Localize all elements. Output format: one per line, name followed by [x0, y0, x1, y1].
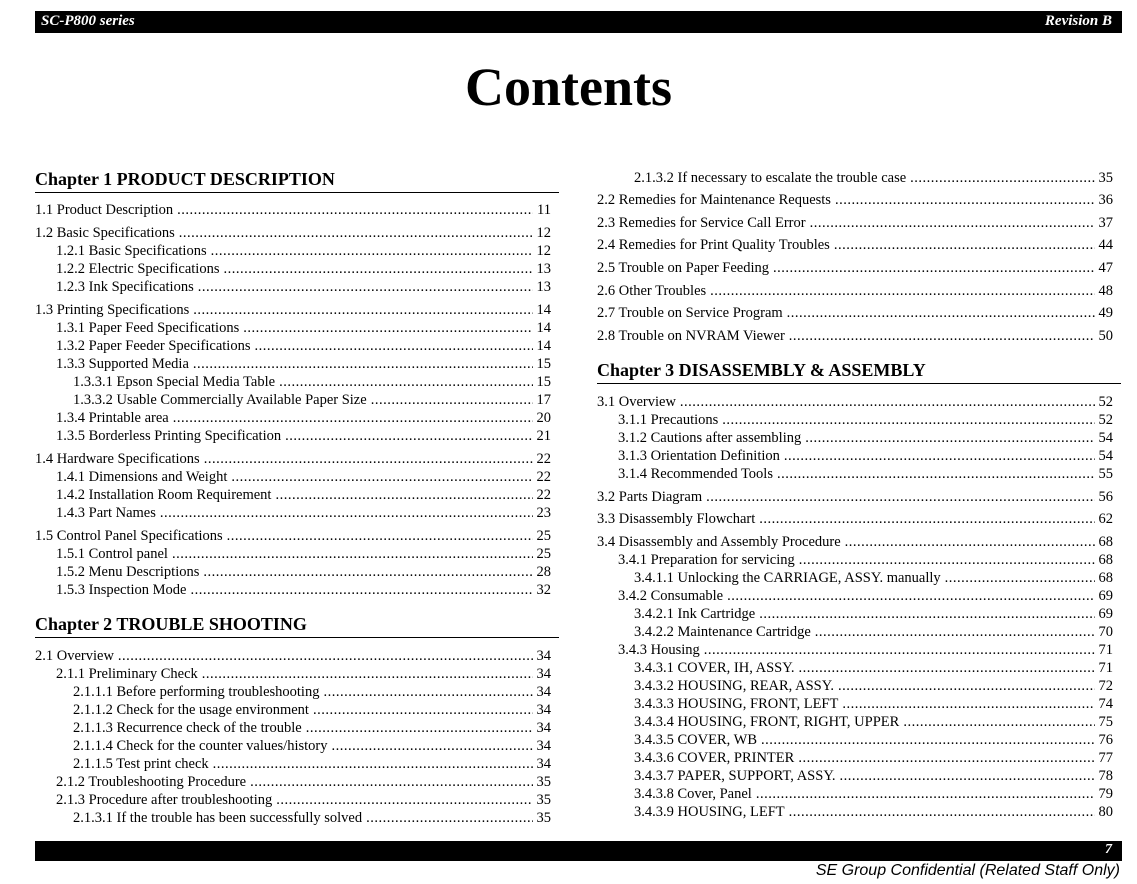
toc-entry[interactable] [634, 731, 1113, 749]
toc-entry-page: 76 [1098, 732, 1113, 748]
toc-leader-dots [173, 409, 533, 427]
toc-entry-title: 1.3.3.2 Usable Commercially Available Paper Size [73, 392, 367, 408]
toc-leader-dots [784, 447, 1095, 465]
toc-entry[interactable] [56, 337, 551, 355]
toc-entry-page: 34 [536, 648, 551, 664]
toc-entry[interactable] [56, 791, 551, 809]
toc-leader-dots [680, 393, 1095, 411]
toc-entry[interactable] [634, 713, 1113, 731]
toc-entry[interactable] [597, 282, 1113, 300]
toc-entry[interactable] [73, 755, 551, 773]
toc-entry-page: 71 [1098, 642, 1113, 658]
toc-entry-page: 22 [536, 451, 551, 467]
toc-entry[interactable] [597, 191, 1113, 209]
toc-entry-title: 2.3 Remedies for Service Call Error [597, 215, 806, 231]
toc-leader-dots [279, 373, 532, 391]
toc-leader-dots [842, 695, 1094, 713]
toc-leader-dots [223, 260, 532, 278]
toc-entry-page: 70 [1098, 624, 1113, 640]
toc-entry-page: 75 [1098, 714, 1113, 730]
toc-entry[interactable] [597, 214, 1113, 232]
toc-entry-title: 3.1.2 Cautions after assembling [618, 430, 802, 446]
toc-entry[interactable] [634, 785, 1113, 803]
toc-entry-page: 49 [1098, 305, 1113, 321]
toc-leader-dots [190, 581, 532, 599]
chapter1-heading: Chapter 1 PRODUCT DESCRIPTION [35, 169, 559, 193]
toc-entry-title: 2.7 Trouble on Service Program [597, 305, 783, 321]
toc-entry[interactable] [597, 510, 1113, 528]
toc-entry-page: 15 [536, 374, 551, 390]
toc-entry-title: 3.4.3.7 PAPER, SUPPORT, ASSY. [634, 768, 836, 784]
toc-entry-title: 1.4.3 Part Names [56, 505, 156, 521]
toc-entry-title: 3.1.1 Precautions [618, 412, 719, 428]
toc-entry-page: 34 [536, 684, 551, 700]
toc-entry-page: 28 [536, 564, 551, 580]
toc-entry-title: 1.2.2 Electric Specifications [56, 261, 220, 277]
toc-leader-dots [789, 803, 1095, 821]
toc-entry[interactable] [73, 391, 551, 409]
toc-entry-page: 35 [536, 792, 551, 808]
toc-entry-title: 2.6 Other Troubles [597, 283, 707, 299]
toc-leader-dots [810, 214, 1095, 232]
toc-entry[interactable] [597, 327, 1113, 345]
toc-entry[interactable] [634, 677, 1113, 695]
toc-entry-title: 3.2 Parts Diagram [597, 489, 703, 505]
toc-entry-page: 68 [1098, 552, 1113, 568]
toc-leader-dots [231, 468, 532, 486]
toc-entry[interactable] [35, 647, 551, 665]
toc-entry[interactable] [35, 450, 551, 468]
toc-entry-title: 3.4.2 Consumable [618, 588, 724, 604]
toc-entry-page: 21 [536, 428, 551, 444]
toc-leader-dots [903, 713, 1094, 731]
toc-entry-page: 36 [1098, 192, 1113, 208]
page-number: 7 [1105, 842, 1112, 857]
toc-entry-page: 62 [1098, 511, 1113, 527]
toc-entry-page: 44 [1098, 237, 1113, 253]
toc-leader-dots [276, 791, 532, 809]
toc-entry-title: 1.3.4 Printable area [56, 410, 169, 426]
toc-entry-title: 1.2.1 Basic Specifications [56, 243, 207, 259]
toc-entry-page: 69 [1098, 588, 1113, 604]
toc-entry[interactable] [73, 683, 551, 701]
toc-entry[interactable] [56, 563, 551, 581]
toc-entry-title: 1.5.3 Inspection Mode [56, 582, 187, 598]
toc-entry[interactable] [56, 319, 551, 337]
toc-entry[interactable] [634, 605, 1113, 623]
toc-entry[interactable] [634, 695, 1113, 713]
toc-entry[interactable] [56, 427, 551, 445]
toc-entry[interactable] [56, 355, 551, 373]
toc-entry[interactable] [73, 373, 551, 391]
toc-entry-page: 17 [536, 392, 551, 408]
header-revision: Revision B [1044, 13, 1112, 29]
toc-entry[interactable] [618, 429, 1113, 447]
toc-entry-page: 35 [1098, 170, 1113, 186]
toc-leader-dots [815, 623, 1095, 641]
toc-leader-dots [254, 337, 532, 355]
footer-bar [35, 841, 1122, 861]
toc-entry-title: 1.3.2 Paper Feeder Specifications [56, 338, 251, 354]
toc-leader-dots [211, 242, 533, 260]
toc-leader-dots [285, 427, 532, 445]
toc-entry[interactable] [35, 301, 551, 319]
header-bar [35, 11, 1122, 33]
toc-entry-title: 1.3.3 Supported Media [56, 356, 189, 372]
toc-leader-dots [727, 587, 1094, 605]
toc-leader-dots [323, 683, 532, 701]
toc-entry-title: 2.1.1 Preliminary Check [56, 666, 198, 682]
toc-entry[interactable] [56, 242, 551, 260]
toc-leader-dots [204, 450, 533, 468]
toc-entry-page: 14 [536, 320, 551, 336]
toc-entry-title: 3.3 Disassembly Flowchart [597, 511, 756, 527]
toc-entry[interactable] [634, 659, 1113, 677]
toc-entry-page: 72 [1098, 678, 1113, 694]
toc-entry-page: 25 [536, 546, 551, 562]
toc-entry-page: 37 [1098, 215, 1113, 231]
toc-entry[interactable] [56, 486, 551, 504]
toc-entry-title: 3.4.3.9 HOUSING, LEFT [634, 804, 785, 820]
toc-leader-dots [306, 719, 533, 737]
toc-entry[interactable] [56, 409, 551, 427]
toc-leader-dots [910, 169, 1094, 187]
toc-entry-title: 3.1.4 Recommended Tools [618, 466, 773, 482]
toc-entry-title: 3.4 Disassembly and Assembly Procedure [597, 534, 841, 550]
toc-leader-dots [706, 488, 1094, 506]
toc-entry-title: 2.1.3 Procedure after troubleshooting [56, 792, 273, 808]
toc-entry-title: 2.1.1.5 Test print check [73, 756, 209, 772]
toc-entry-page: 34 [536, 738, 551, 754]
toc-leader-dots [118, 647, 533, 665]
toc-entry-page: 52 [1098, 412, 1113, 428]
toc-entry-page: 78 [1098, 768, 1113, 784]
toc-entry[interactable] [618, 551, 1113, 569]
toc-entry-page: 13 [536, 279, 551, 295]
toc-entry[interactable] [56, 773, 551, 791]
toc-entry-page: 22 [536, 469, 551, 485]
toc-leader-dots [203, 563, 532, 581]
toc-entry[interactable] [35, 527, 551, 545]
toc-entry-page: 48 [1098, 283, 1113, 299]
toc-leader-dots [773, 259, 1095, 277]
toc-entry-page: 12 [536, 243, 551, 259]
toc-entry[interactable] [597, 488, 1113, 506]
toc-leader-dots [243, 319, 532, 337]
toc-entry-title: 2.8 Trouble on NVRAM Viewer [597, 328, 785, 344]
page-title: Contents [464, 57, 672, 117]
toc-leader-dots [177, 201, 533, 219]
toc-entry-title: 1.3.5 Borderless Printing Specification [56, 428, 282, 444]
toc-leader-dots [193, 355, 533, 373]
toc-leader-dots [227, 527, 533, 545]
toc-entry-title: 1.5.1 Control panel [56, 546, 168, 562]
toc-entry-page: 54 [1098, 430, 1113, 446]
toc-entry-title: 2.1.2 Troubleshooting Procedure [56, 774, 247, 790]
toc-entry-page: 50 [1098, 328, 1113, 344]
toc-entry[interactable] [634, 569, 1113, 587]
toc-leader-dots [798, 749, 1094, 767]
toc-entry-title: 3.4.2.1 Ink Cartridge [634, 606, 756, 622]
toc-entry[interactable] [56, 468, 551, 486]
toc-entry-page: 56 [1098, 489, 1113, 505]
toc-entry-page: 68 [1098, 570, 1113, 586]
toc-entry-title: 1.4 Hardware Specifications [35, 451, 200, 467]
confidential-notice: SE Group Confidential (Related Staff Only) [815, 862, 1120, 879]
toc-entry[interactable] [73, 737, 551, 755]
toc-entry[interactable] [73, 701, 551, 719]
toc-entry-page: 32 [536, 582, 551, 598]
toc-leader-dots [759, 605, 1094, 623]
toc-entry[interactable] [634, 803, 1113, 821]
toc-entry-page: 47 [1098, 260, 1113, 276]
toc-leader-dots [805, 429, 1094, 447]
toc-entry-page: 14 [536, 302, 551, 318]
toc-entry-page: 74 [1098, 696, 1113, 712]
toc-entry-title: 1.4.1 Dimensions and Weight [56, 469, 228, 485]
toc-entry-title: 3.1 Overview [597, 394, 676, 410]
toc-leader-dots [371, 391, 533, 409]
toc-entry-page: 13 [536, 261, 551, 277]
toc-entry-page: 25 [536, 528, 551, 544]
toc-entry[interactable] [73, 809, 551, 827]
toc-leader-dots [193, 301, 532, 319]
toc-entry-title: 2.5 Trouble on Paper Feeding [597, 260, 769, 276]
toc-leader-dots [840, 767, 1095, 785]
toc-entry[interactable] [35, 224, 551, 242]
toc-entry-title: 1.2 Basic Specifications [35, 225, 175, 241]
toc-entry[interactable] [597, 304, 1113, 322]
chapter3-heading: Chapter 3 DISASSEMBLY & ASSEMBLY [597, 360, 1121, 384]
toc-entry-title: 1.5.2 Menu Descriptions [56, 564, 200, 580]
toc-entry-title: 2.1.1.2 Check for the usage environment [73, 702, 309, 718]
toc-entry[interactable] [618, 465, 1113, 483]
toc-entry-page: 15 [536, 356, 551, 372]
toc-leader-dots [789, 327, 1095, 345]
toc-entry[interactable] [597, 259, 1113, 277]
toc-leader-dots [313, 701, 533, 719]
toc-entry-title: 2.1.1.3 Recurrence check of the trouble [73, 720, 302, 736]
toc-leader-dots [759, 510, 1094, 528]
toc-entry-title: 3.4.3.3 HOUSING, FRONT, LEFT [634, 696, 839, 712]
toc-entry-title: 1.4.2 Installation Room Requirement [56, 487, 272, 503]
toc-entry[interactable] [618, 641, 1113, 659]
toc-entry[interactable] [56, 260, 551, 278]
toc-leader-dots [722, 411, 1094, 429]
toc-entry-title: 2.1.3.2 If necessary to escalate the trouble case [634, 170, 907, 186]
toc-entry-page: 55 [1098, 466, 1113, 482]
toc-leader-dots [366, 809, 532, 827]
toc-entry-title: 3.4.3 Housing [618, 642, 700, 658]
toc-leader-dots [799, 551, 1095, 569]
toc-leader-dots [835, 191, 1095, 209]
toc-leader-dots [275, 486, 532, 504]
toc-entry-title: 1.1 Product Description [35, 202, 174, 218]
toc-leader-dots [710, 282, 1094, 300]
toc-entry[interactable] [634, 767, 1113, 785]
chapter2-heading: Chapter 2 TROUBLE SHOOTING [35, 614, 559, 638]
toc-entry-title: 1.3 Printing Specifications [35, 302, 190, 318]
toc-entry-page: 12 [536, 225, 551, 241]
toc-entry[interactable] [56, 504, 551, 522]
toc-leader-dots [332, 737, 533, 755]
toc-entry-page: 14 [536, 338, 551, 354]
toc-entry[interactable] [597, 236, 1113, 254]
toc-leader-dots [704, 641, 1095, 659]
toc-entry-title: 3.4.3.4 HOUSING, FRONT, RIGHT, UPPER [634, 714, 900, 730]
toc-entry-title: 3.4.3.6 COVER, PRINTER [634, 750, 795, 766]
toc-entry-page: 11 [537, 202, 551, 218]
toc-leader-dots [179, 224, 533, 242]
toc-entry-title: 3.4.3.1 COVER, IH, ASSY. [634, 660, 795, 676]
toc-entry[interactable] [56, 665, 551, 683]
toc-leader-dots [756, 785, 1095, 803]
toc-entry[interactable] [618, 587, 1113, 605]
toc-entry[interactable] [56, 581, 551, 599]
toc-entry[interactable] [56, 545, 551, 563]
toc-leader-dots [160, 504, 533, 522]
toc-entry-title: 3.4.3.8 Cover, Panel [634, 786, 752, 802]
toc-entry-page: 34 [536, 666, 551, 682]
header-model: SC-P800 series [41, 13, 135, 29]
toc-entry-page: 34 [536, 720, 551, 736]
toc-entry-title: 3.4.2.2 Maintenance Cartridge [634, 624, 811, 640]
toc-entry-title: 3.4.3.2 HOUSING, REAR, ASSY. [634, 678, 834, 694]
toc-entry-title: 2.1 Overview [35, 648, 114, 664]
toc-entry[interactable] [597, 533, 1113, 551]
toc-entry[interactable] [56, 278, 551, 296]
toc-entry-page: 52 [1098, 394, 1113, 410]
toc-entry-page: 34 [536, 702, 551, 718]
toc-entry-title: 1.2.3 Ink Specifications [56, 279, 194, 295]
toc-entry-page: 80 [1098, 804, 1113, 820]
toc-entry[interactable] [634, 749, 1113, 767]
toc-leader-dots [838, 677, 1095, 695]
toc-entry-title: 2.4 Remedies for Print Quality Troubles [597, 237, 830, 253]
toc-entry[interactable] [618, 411, 1113, 429]
toc-entry-title: 2.2 Remedies for Maintenance Requests [597, 192, 831, 208]
toc-entry-page: 22 [536, 487, 551, 503]
toc-entry-title: 3.4.1.1 Unlocking the CARRIAGE, ASSY. manually [634, 570, 941, 586]
toc-leader-dots [761, 731, 1095, 749]
toc-entry-page: 77 [1098, 750, 1113, 766]
toc-leader-dots [198, 278, 533, 296]
toc-entry[interactable] [634, 623, 1113, 641]
toc-leader-dots [798, 659, 1094, 677]
toc-entry-title: 3.1.3 Orientation Definition [618, 448, 780, 464]
toc-entry[interactable] [73, 719, 551, 737]
toc-entry-title: 3.4.3.5 COVER, WB [634, 732, 757, 748]
toc-entry-title: 3.4.1 Preparation for servicing [618, 552, 795, 568]
toc-entry-title: 2.1.1.1 Before performing troubleshooting [73, 684, 320, 700]
toc-entry-title: 2.1.3.1 If the trouble has been successfully solved [73, 810, 363, 826]
toc-entry-page: 79 [1098, 786, 1113, 802]
toc-entry-title: 1.3.1 Paper Feed Specifications [56, 320, 240, 336]
toc-entry-title: 1.5 Control Panel Specifications [35, 528, 223, 544]
toc-leader-dots [787, 304, 1095, 322]
toc-leader-dots [213, 755, 533, 773]
toc-entry[interactable] [634, 169, 1113, 187]
toc-entry-page: 54 [1098, 448, 1113, 464]
toc-entry[interactable] [35, 201, 551, 219]
toc-entry-page: 35 [536, 774, 551, 790]
toc-entry[interactable] [597, 393, 1113, 411]
toc-entry-title: 1.3.3.1 Epson Special Media Table [73, 374, 276, 390]
toc-leader-dots [172, 545, 533, 563]
toc-entry[interactable] [618, 447, 1113, 465]
toc-entry-page: 69 [1098, 606, 1113, 622]
toc-leader-dots [945, 569, 1095, 587]
toc-leader-dots [250, 773, 532, 791]
toc-leader-dots [202, 665, 533, 683]
toc-entry-page: 71 [1098, 660, 1113, 676]
toc-entry-page: 35 [536, 810, 551, 826]
toc-leader-dots [845, 533, 1095, 551]
toc-leader-dots [834, 236, 1095, 254]
toc-entry-page: 68 [1098, 534, 1113, 550]
toc-entry-title: 2.1.1.4 Check for the counter values/history [73, 738, 328, 754]
toc-entry-page: 23 [536, 505, 551, 521]
toc-entry-page: 34 [536, 756, 551, 772]
toc-leader-dots [777, 465, 1095, 483]
toc-entry-page: 20 [536, 410, 551, 426]
